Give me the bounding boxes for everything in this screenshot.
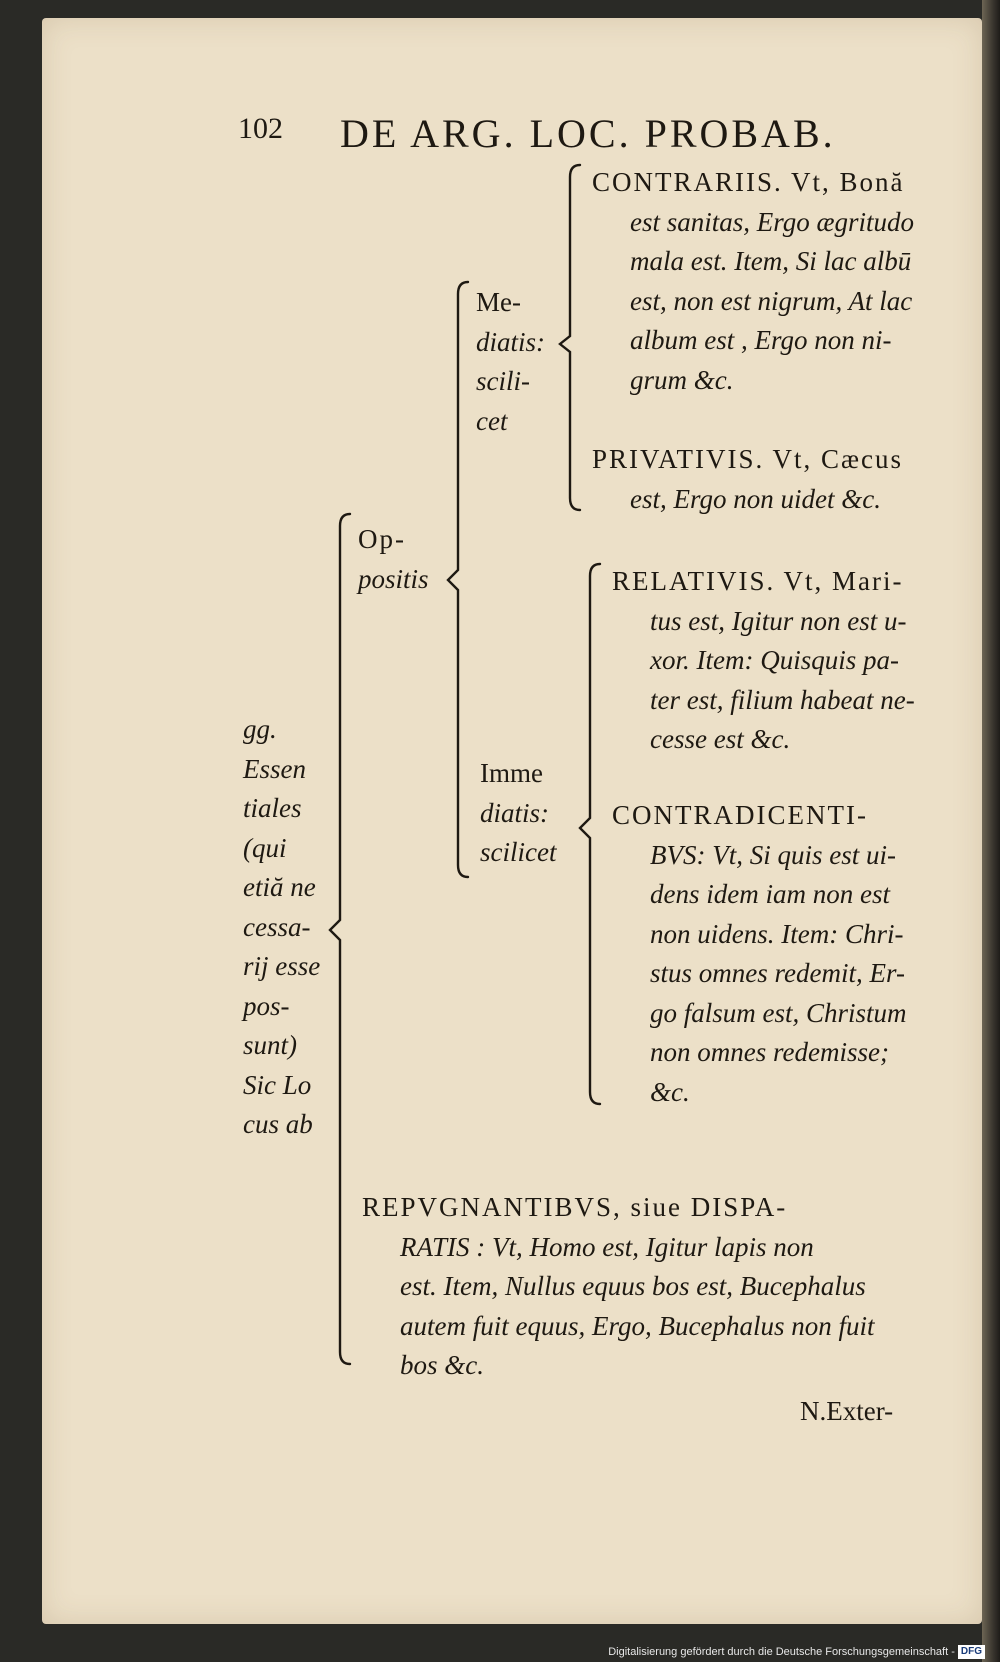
brace-immediatis xyxy=(580,564,600,1104)
brace-root xyxy=(330,514,350,1364)
brace-mediatis xyxy=(560,165,580,510)
immediatis-label: Imme diatis: scilicet xyxy=(480,758,557,867)
oppositis-label: Op- positis xyxy=(358,524,429,594)
page-number: 102 xyxy=(238,112,283,145)
contrariis-entry: CONTRARIIS. Vt, Bonă est sanitas, Ergo ægritudo mala est. Item, Si lac albū est, non est nigrum, At lac album est , Ergo non ni- grum &c. xyxy=(592,167,915,395)
contradicentibus-entry: CONTRADICENTI- BVS: Vt, Si quis est ui- dens idem iam non est non uidens. Item: Chri- stus omnes redemit, Er- go falsum est, Christum non omnes redemisse; &c. xyxy=(612,800,907,1107)
repugnantibus-entry: REPVGNANTIBVS, siue DISPA- RATIS : Vt, Homo est, Igitur lapis non est. Item, Nullus equus bos est, Bucephalus autem fuit equus, Ergo, Bucephalus non fuit bos &c. xyxy=(362,1192,875,1380)
mediatis-label: Me- diatis: scili- cet xyxy=(476,287,546,436)
running-title: DE ARG. LOC. PROBAB. xyxy=(340,111,836,156)
relativis-entry: RELATIVIS. Vt, Mari- tus est, Igitur non est u- xor. Item: Quisquis pa- ter est, filium habeat ne- cesse est &c. xyxy=(612,566,915,754)
root-label: gg. Essen tiales (qui etiă ne cessa- rij esse pos- sunt) Sic Lo cus ab xyxy=(243,714,321,1139)
privativis-entry: PRIVATIVIS. Vt, Cæcus est, Ergo non uidet &c. xyxy=(592,444,904,514)
catchword: N.Exter- xyxy=(800,1396,894,1426)
brace-oppositis xyxy=(448,282,468,877)
dfg-logo-badge: DFG xyxy=(958,1645,985,1659)
footer-text: Digitalisierung gefördert durch die Deutsche Forschungsgemeinschaft - xyxy=(608,1646,955,1658)
digitization-footer xyxy=(0,1643,985,1662)
